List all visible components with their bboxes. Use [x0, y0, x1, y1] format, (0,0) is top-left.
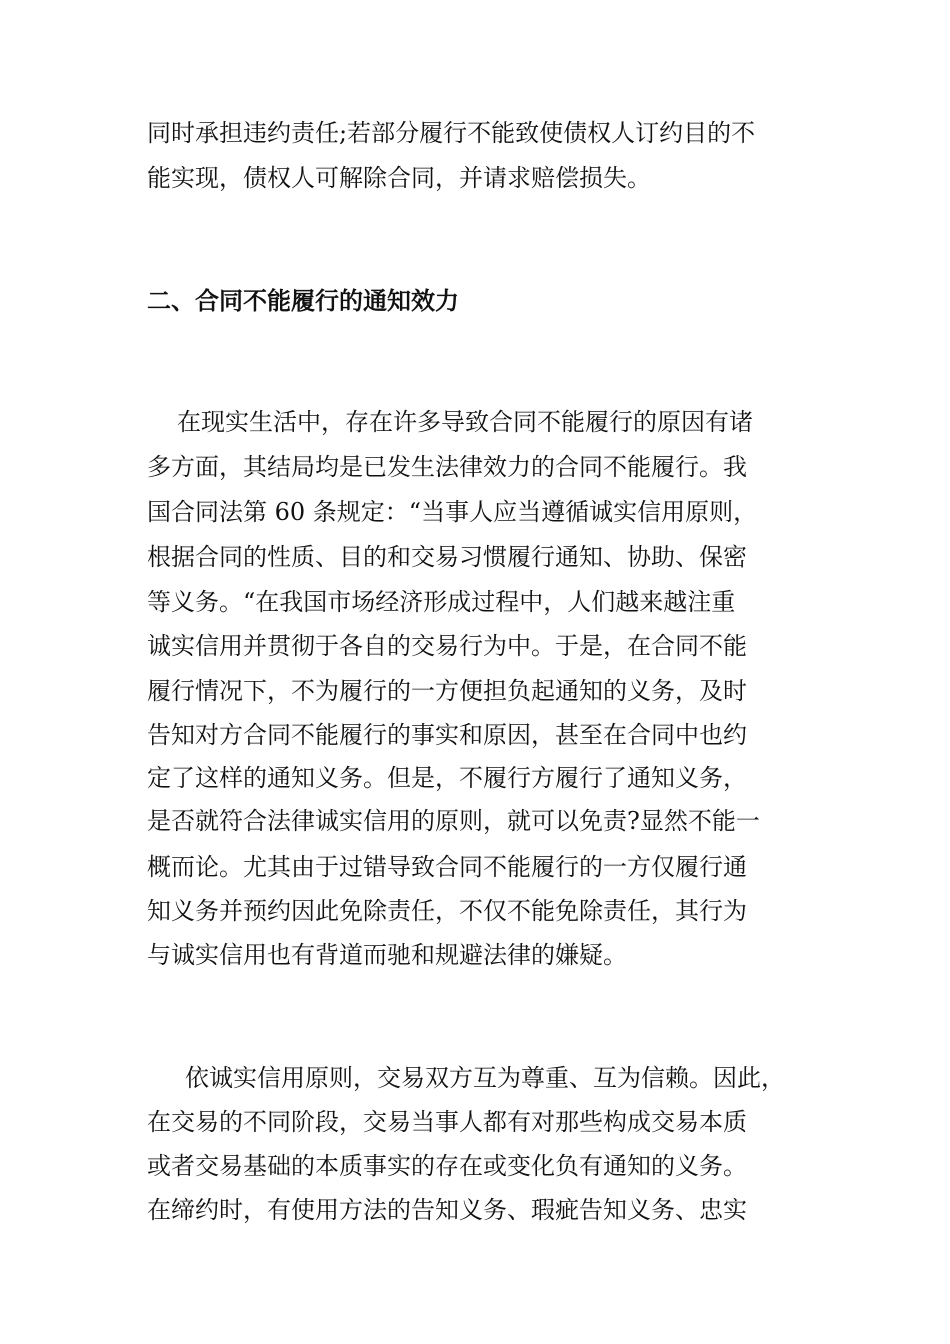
paragraph-3-line-1: 依诚实信用原则，交易双方互为尊重、互为信赖。因此，	[185, 1064, 785, 1092]
paragraph-2-line-4: 根据合同的性质、目的和交易习惯履行通知、协助、保密	[147, 543, 747, 571]
paragraph-1-line-2: 能实现，债权人可解除合同，并请求赔偿损失。	[147, 164, 651, 192]
paragraph-3-line-3: 或者交易基础的本质事实的存在或变化负有通知的义务。	[147, 1152, 747, 1180]
paragraph-2-line-8: 告知对方合同不能履行的事实和原因，甚至在合同中也约	[147, 721, 747, 749]
paragraph-1-line-1: 同时承担违约责任;若部分履行不能致使债权人订约目的不	[147, 119, 756, 147]
paragraph-2-line-3: 国合同法第 60 条规定：“当事人应当遵循诚实信用原则，	[147, 498, 758, 526]
paragraph-3-line-4: 在缔约时，有使用方法的告知义务、瑕疵告知义务、忠实	[147, 1196, 747, 1224]
section-heading: 二、合同不能履行的通知效力	[147, 287, 459, 315]
paragraph-2-line-1: 在现实生活中，存在许多导致合同不能履行的原因有诸	[177, 408, 753, 436]
paragraph-2-line-7: 履行情况下，不为履行的一方便担负起通知的义务，及时	[147, 677, 747, 705]
paragraph-2-line-11: 概而论。尤其由于过错导致合同不能履行的一方仅履行通	[147, 853, 747, 881]
paragraph-2-line-13: 与诚实信用也有背道而驰和规避法律的嫌疑。	[147, 941, 627, 969]
paragraph-2-line-5: 等义务。“在我国市场经济形成过程中，人们越来越注重	[147, 588, 736, 616]
paragraph-2-line-9: 定了这样的通知义务。但是，不履行方履行了通知义务，	[147, 764, 747, 792]
paragraph-2-line-6: 诚实信用并贯彻于各自的交易行为中。于是，在合同不能	[147, 632, 747, 660]
paragraph-2-line-12: 知义务并预约因此免除责任，不仅不能免除责任，其行为	[147, 897, 747, 925]
paragraph-2-line-10: 是否就符合法律诚实信用的原则，就可以免责?显然不能一	[147, 807, 760, 835]
paragraph-3-line-2: 在交易的不同阶段，交易当事人都有对那些构成交易本质	[147, 1108, 747, 1136]
paragraph-2-line-2: 多方面，其结局均是已发生法律效力的合同不能履行。我	[147, 453, 747, 481]
